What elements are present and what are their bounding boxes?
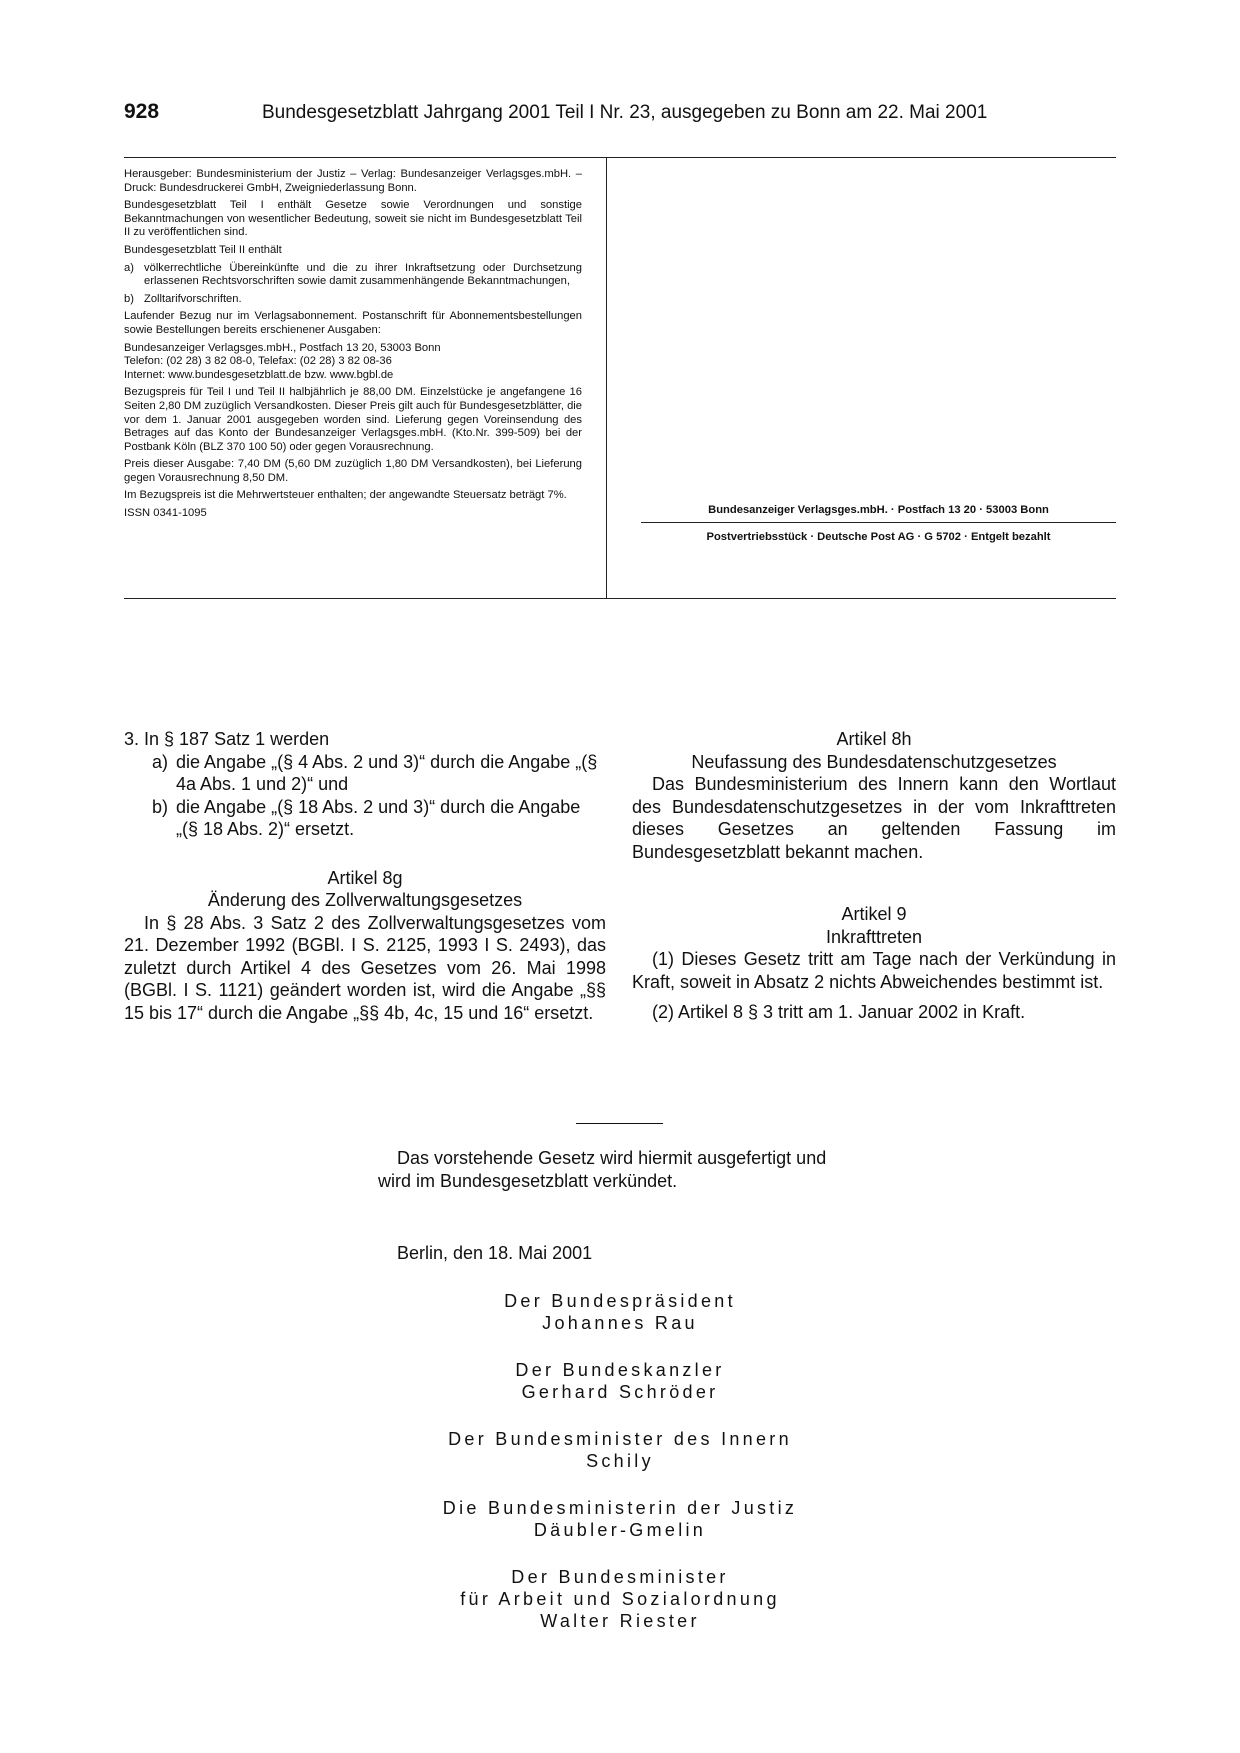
address-line: Internet: www.bundesgesetzblatt.de bzw. www.bgbl.de — [124, 368, 394, 381]
postal-line: Postvertriebsstück · Deutsche Post AG · G 5702 · Entgelt bezahlt — [706, 531, 1051, 543]
list-label: b) — [124, 292, 134, 305]
promulgation-clause — [378, 1147, 858, 1192]
imprint-publisher-info: Herausgeber: Bundesministerium der Justiz – Verlag: Bundesanzeiger Verlagsges.mbH. – Druck: Bundesdruckerei GmbH, Zweigniederlassung Bonn. — [124, 168, 582, 194]
signatory-name: Walter Riester — [540, 1611, 700, 1631]
article-paragraph: (2) Artikel 8 § 3 tritt am 1. Januar 2002 in Kraft. — [652, 1002, 1026, 1022]
signature-block — [340, 1428, 900, 1472]
imprint-part2-heading: Bundesgesetzblatt Teil II enthält — [124, 243, 282, 256]
signatory-title: für Arbeit und Sozialordnung — [460, 1589, 780, 1609]
imprint-issue-price: Preis dieser Ausgabe: 7,40 DM (5,60 DM zuzüglich 1,80 DM Versandkosten), bei Lieferung gegen Vorausrechnung 8,50 DM. — [124, 458, 582, 484]
imprint-box — [124, 157, 1116, 599]
article-heading: Artikel 9 — [841, 904, 907, 924]
imprint-price-info: Bezugspreis für Teil I und Teil II halbjährlich je 88,00 DM. Einzelstücke je angefangene 16 Seiten 2,80 DM zuzüglich Versandkosten. Dieser Preis gilt auch für Bundesgesetzblätter, die vor dem 1. Januar 2001 ausgegeben worden sind. Lieferung gegen Voreinsendung des Betrages auf das Konto der Bundesanzeiger Verlagsges.mbH. (Kto.Nr. 399-509) bei der Postbank Köln (BLZ 370 100 50) oder gegen Vorausrechnung. — [124, 386, 582, 453]
imprint-address — [124, 342, 582, 383]
imprint-issn: ISSN 0341-1095 — [124, 507, 207, 520]
address-line: Telefon: (02 28) 3 82 08-0, Telefax: (02 28) 3 82 08-36 — [124, 355, 392, 368]
subitem-label: a) — [152, 751, 169, 772]
article-text: Das Bundesministerium des Innern kann den Wortlaut des Bundesdatenschutzgesetzes in der vom Inkrafttreten dieses Gesetzes an geltenden Fassung im Bundesgesetzblatt bekannt machen. — [632, 774, 1116, 862]
amendment-item: 3. In § 187 Satz 1 werden — [124, 729, 330, 749]
amendment-subitem — [124, 751, 606, 796]
signatory-name: Däubler-Gmelin — [533, 1520, 707, 1540]
list-text: völkerrechtliche Übereinkünfte und die zu ihrer Inkraftsetzung oder Durchsetzung erlassenen Rechtsvorschriften sowie damit zusammenhängende Bekanntmachungen, — [144, 261, 582, 288]
imprint-list-item — [124, 293, 582, 307]
imprint-vat-info: Im Bezugspreis ist die Mehrwertsteuer enthalten; der angewandte Steuersatz beträgt 7%. — [124, 489, 567, 502]
signatory-title: Der Bundespräsident — [504, 1291, 736, 1311]
article-heading: Artikel 8g — [327, 867, 403, 888]
article-title: Neufassung des Bundesdatenschutzgesetzes — [691, 751, 1057, 772]
article-text: In § 28 Abs. 3 Satz 2 des Zollverwaltungsgesetzes vom 21. Dezember 1992 (BGBl. I S. 2125, 1993 I S. 2493), das zuletzt durch Artikel 4 des Gesetzes vom 26. Mai 1998 (BGBl. I S. 1121) geändert worden ist, wird die Angabe „§§ 15 bis 17“ durch die Angabe „§§ 4b, 4c, 15 und 16“ ersetzt. — [124, 912, 606, 1023]
imprint-divider — [606, 158, 607, 598]
signatory-name: Gerhard Schröder — [521, 1382, 719, 1402]
subitem-text: die Angabe „(§ 4 Abs. 2 und 3)“ durch die Angabe „(§ 4a Abs. 1 und 2)“ und — [176, 751, 598, 794]
signature-block — [340, 1359, 900, 1403]
promulgation-line: Das vorstehende Gesetz wird hiermit ausgefertigt und — [397, 1148, 827, 1168]
signing-date: Berlin, den 18. Mai 2001 — [397, 1243, 593, 1263]
article-title: Inkrafttreten — [825, 926, 923, 947]
signature-block — [340, 1290, 900, 1334]
signatory-title: Der Bundesminister des Innern — [448, 1429, 792, 1449]
signatory-title: Der Bundeskanzler — [515, 1360, 725, 1380]
amendment-subitem — [124, 796, 606, 841]
imprint-part1-info: Bundesgesetzblatt Teil I enthält Gesetze sowie Verordnungen und sonstige Bekanntmachungen von wesentlicher Bedeutung, soweit sie nicht im Bundesgesetzblatt Teil II zu veröffentlichen sind. — [124, 199, 582, 239]
imprint-text — [124, 158, 582, 525]
list-text: Zolltarifvorschriften. — [144, 292, 242, 305]
subitem-label: b) — [152, 796, 169, 817]
signatory-title: Die Bundesministerin der Justiz — [442, 1498, 798, 1518]
signature-block — [340, 1566, 900, 1632]
page-number: 928 — [124, 100, 160, 123]
separator-line — [576, 1123, 663, 1124]
imprint-list-item — [124, 262, 582, 289]
article-heading: Artikel 8h — [836, 729, 912, 749]
running-head: Bundesgesetzblatt Jahrgang 2001 Teil I Nr. 23, ausgegeben zu Bonn am 22. Mai 2001 — [262, 102, 988, 123]
signatory-name: Johannes Rau — [542, 1313, 698, 1333]
promulgation-line: wird im Bundesgesetzblatt verkündet. — [378, 1170, 678, 1191]
imprint-subscription-info: Laufender Bezug nur im Verlagsabonnement. Postanschrift für Abonnementsbestellungen sowie Bestellungen bereits erschienener Ausgaben: — [124, 310, 582, 336]
left-column — [124, 728, 606, 1024]
list-label: a) — [124, 261, 134, 274]
article-paragraph: (1) Dieses Gesetz tritt am Tage nach der Verkündung in Kraft, soweit in Absatz 2 nichts Abweichendes bestimmt ist. — [632, 949, 1116, 992]
article-title: Änderung des Zollverwaltungsgesetzes — [207, 890, 523, 910]
signatures — [340, 1290, 900, 1657]
right-column — [632, 728, 1116, 1024]
signature-block — [340, 1497, 900, 1541]
signatory-name: Schily — [586, 1451, 654, 1471]
subitem-text: die Angabe „(§ 18 Abs. 2 und 3)“ durch die Angabe „(§ 18 Abs. 2)“ ersetzt. — [176, 796, 581, 839]
address-line: Bundesanzeiger Verlagsges.mbH., Postfach 13 20, 53003 Bonn — [124, 341, 441, 354]
publisher-line: Bundesanzeiger Verlagsges.mbH. · Postfach 13 20 · 53003 Bonn — [641, 504, 1116, 523]
signatory-title: Der Bundesminister — [511, 1567, 729, 1587]
